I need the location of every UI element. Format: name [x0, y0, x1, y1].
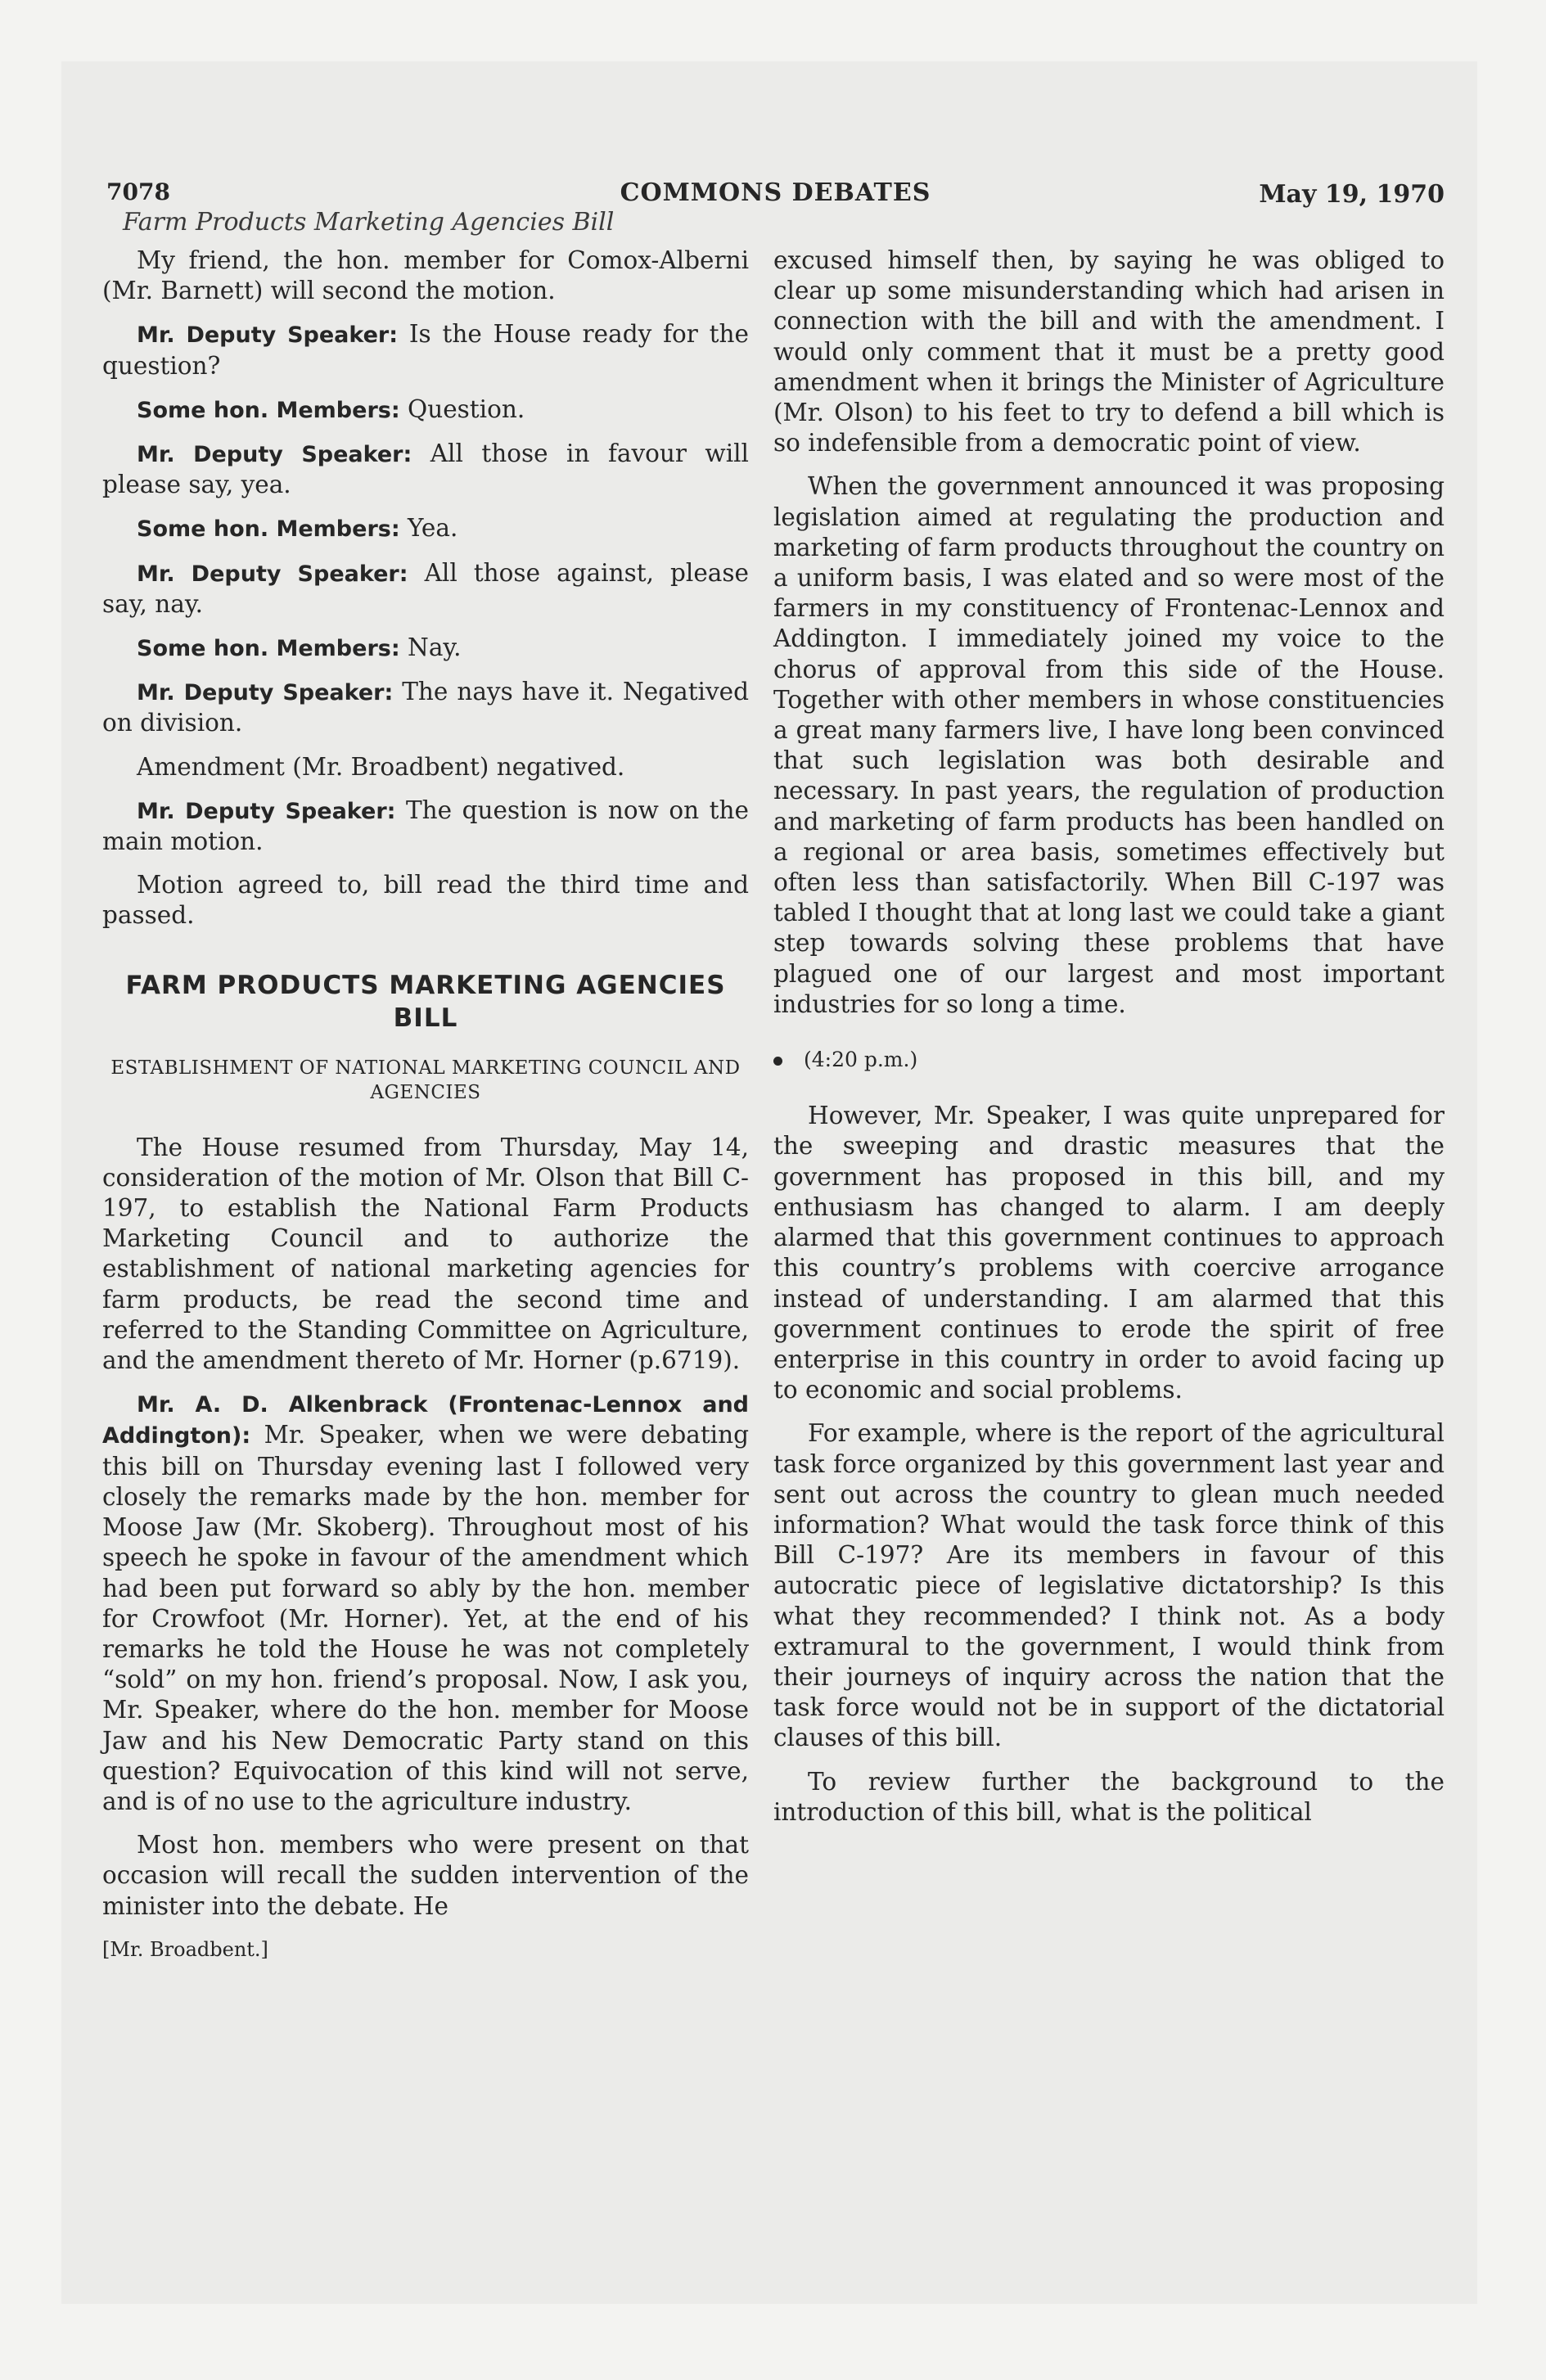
running-subtitle: Farm Products Marketing Agencies Bill — [123, 208, 615, 237]
time-stamp — [773, 1044, 1445, 1075]
speech-text: Mr. Speaker, when we were debating this bill on Thursday evening last I followed very closely the remarks made by the hon. member for Moose Jaw (Mr. Skoberg). Throughout most of his speech he spoke in favour of the amendment which had been put forward so ably by the hon. member for Crowfoot (Mr. Horner). Yet, at the end of his remarks he told the House he was not completely “sold” on my hon. friend’s proposal. Now, I ask you, Mr. Speaker, where do the hon. member for Moose Jaw and his New Democratic Party stand on this question? Equivocation of this kind will not serve, and is of no use to the agriculture industry. — [102, 1421, 749, 1815]
paragraph — [102, 394, 749, 426]
section-heading: FARM PRODUCTS MARKETING AGENCIES BILL — [125, 970, 726, 1033]
paragraph — [102, 796, 749, 857]
speech-text: The nays have it. Negatived on division. — [102, 678, 750, 737]
paragraph: Amendment (Mr. Broadbent) negatived. — [137, 752, 625, 781]
bullet-icon — [773, 1057, 782, 1066]
page-number: 7078 — [106, 178, 170, 205]
speaker-name: Some hon. Members: — [137, 516, 400, 543]
publication-title: COMMONS DEBATES — [620, 178, 931, 207]
paragraph: My friend, the hon. member for Comox-Alberni (Mr. Barnett) will second the motion. — [102, 246, 749, 305]
paragraph — [102, 513, 749, 544]
paragraph — [102, 633, 749, 664]
speaker-name: Mr. Deputy Speaker: — [137, 798, 396, 824]
speech-text: Nay. — [399, 633, 462, 662]
speaker-name: Mr. A. D. Alkenbrack (Frontenac-Lennox and Addington): — [102, 1392, 749, 1449]
paragraph — [102, 319, 749, 381]
speaker-name: Mr. Deputy Speaker: — [137, 322, 399, 349]
time-stamp-text: (4:20 p.m.) — [804, 1048, 918, 1072]
right-column — [773, 246, 1445, 1841]
speech-text: All those in favour will please say, yea. — [102, 439, 749, 499]
speaker-name: Mr. Deputy Speaker: — [137, 442, 412, 468]
paragraph: To review further the background to the introduction of this bill, what is the political — [773, 1767, 1445, 1826]
speech-text: Is the House ready for the question? — [102, 320, 749, 380]
section-subheading: ESTABLISHMENT OF NATIONAL MARKETING COUNCIL AND AGENCIES — [110, 1057, 741, 1103]
paragraph: excused himself then, by saying he was obliged to clear up some misunderstanding which had arisen in connection with the bill and with the amendment. I would only comment that it must be a pretty good amendment when it brings the Minister of Agriculture (Mr. Olson) to his feet to try to defend a bill which is so indefensible from a democratic point of view. — [773, 246, 1445, 458]
speaker-name: Mr. Deputy Speaker: — [137, 561, 408, 587]
paragraph: For example, where is the report of the agricultural task force organized by this government last year and sent out across the country to glean much needed information? What would the task force think of this Bill C-197? Are its members in favour of this autocratic piece of legislative dictatorship? Is this what they recommended? I think not. As a body extramural to the government, I would think from their journeys of inquiry across the nation that the task force would not be in support of the dictatorial clauses of this bill. — [773, 1419, 1445, 1752]
paragraph: However, Mr. Speaker, I was quite unprepared for the sweeping and drastic measures that the government has proposed in this bill, and my enthusiasm has changed to alarm. I am deeply alarmed that this government continues to approach this country’s problems with coercive arrogance instead of understanding. I am alarmed that this government continues to erode the spirit of free enterprise in this country in order to avoid facing up to economic and social problems. — [773, 1102, 1445, 1404]
speaker-name: Some hon. Members: — [137, 636, 400, 662]
speech-text: Question. — [399, 394, 525, 423]
paragraph: Most hon. members who were present on that occasion will recall the sudden intervention of the minister into the debate. He — [102, 1831, 749, 1920]
speaker-name: Mr. Deputy Speaker: — [137, 680, 394, 706]
paragraph — [102, 1389, 749, 1817]
left-column — [102, 246, 749, 1965]
speech-text: All those against, please say, nay. — [102, 558, 749, 618]
paragraph: Motion agreed to, bill read the third time and passed. — [102, 871, 749, 930]
paragraph — [102, 439, 749, 500]
paragraph: The House resumed from Thursday, May 14, consideration of the motion of Mr. Olson that Bill C-197, to establish the National Farm Products Marketing Council and to authorize the establishment of national marketing agencies for farm products, be read the second time and referred to the Standing Committee on Agriculture, and the amendment thereto of Mr. Horner (p.6719). — [102, 1133, 749, 1375]
publication-date: May 19, 1970 — [1259, 180, 1445, 209]
speaker-name: Some hon. Members: — [137, 397, 400, 423]
speaker-footer-note: [Mr. Broadbent.] — [102, 1937, 268, 1961]
paragraph — [102, 558, 749, 620]
speech-text: The question is now on the main motion. — [102, 796, 749, 856]
speech-text: Yea. — [399, 514, 458, 543]
paragraph — [102, 677, 749, 738]
paragraph: When the government announced it was proposing legislation aimed at regulating the production and marketing of farm products throughout the country on a uniform basis, I was elated and so were most of the farmers in my constituency of Frontenac-Lennox and Addington. I immediately joined my voice to the chorus of approval from this side of the House. Together with other members in whose constituencies a great many farmers live, I have long been convinced that such legislation was both desirable and necessary. In past years, the regulation of production and marketing of farm products has been handled on a regional or area basis, sometimes effectively but often less than satisfactorily. When Bill C-197 was tabled I thought that at long last we could take a giant step towards solving these problems that have plagued one of our largest and most important industries for so long a time. — [773, 472, 1445, 1018]
